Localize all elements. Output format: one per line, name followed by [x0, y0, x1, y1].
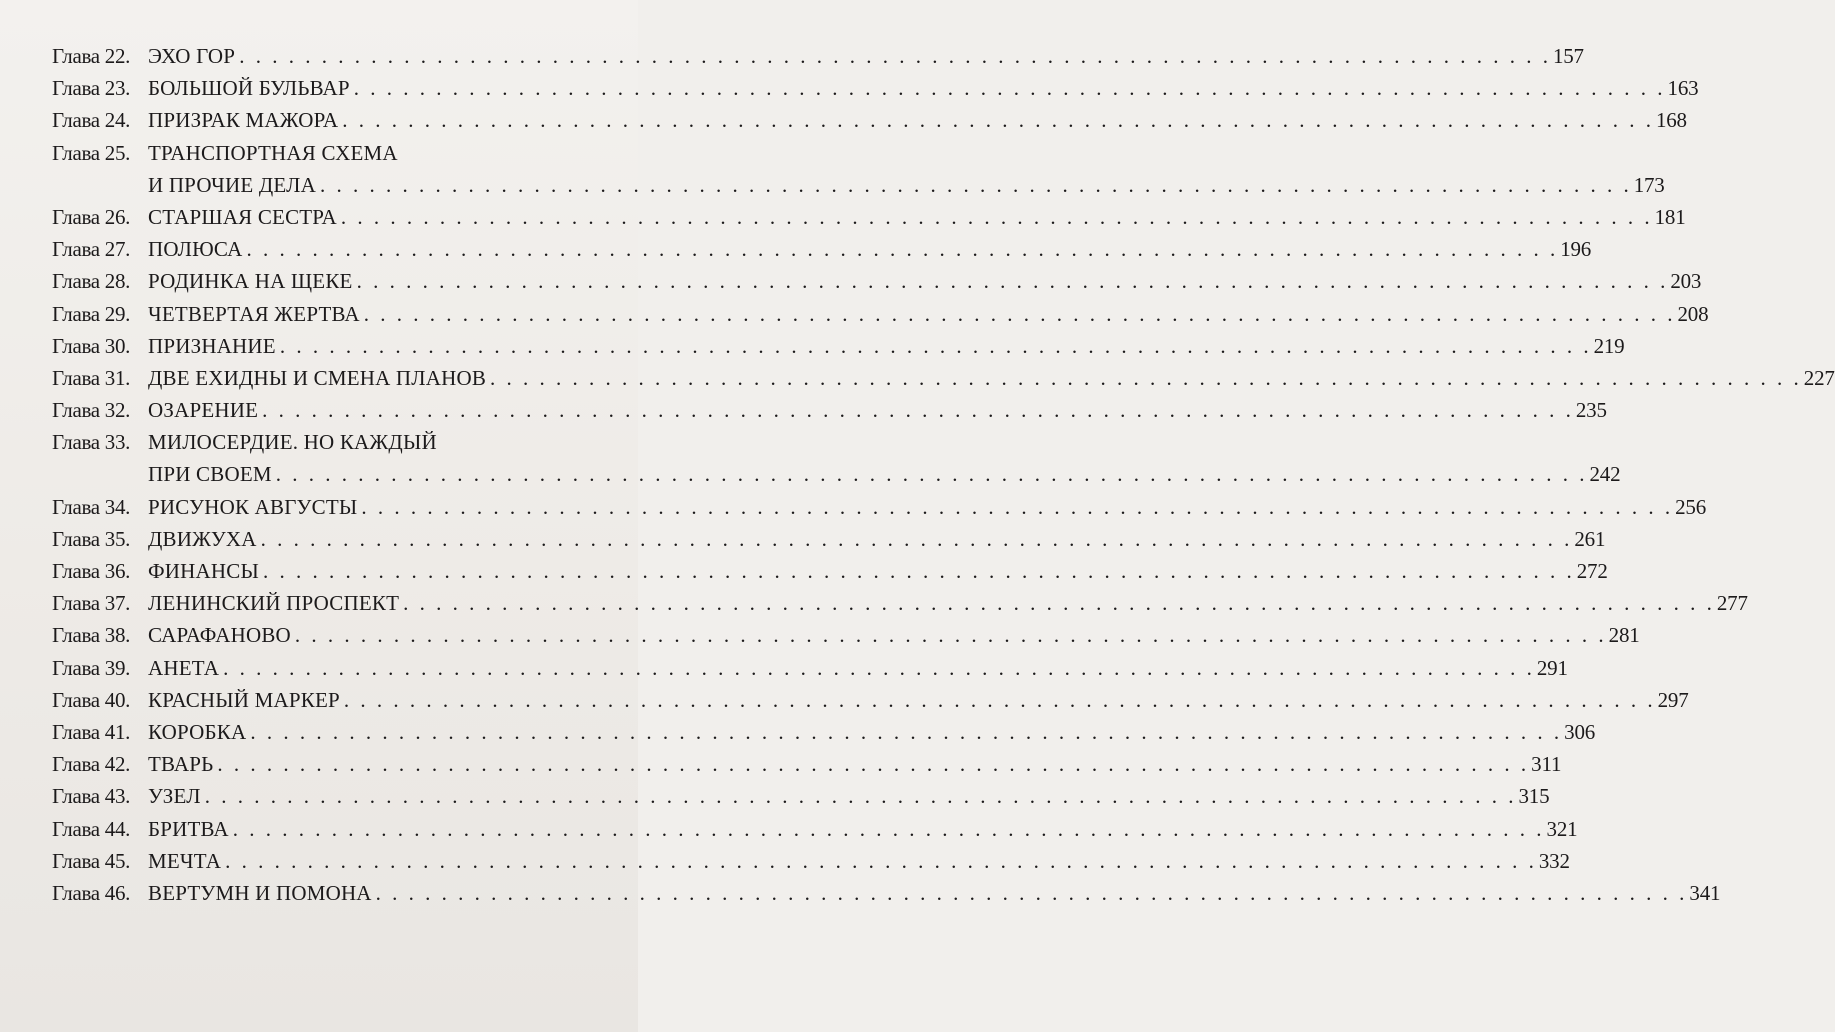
- chapter-title: КРАСНЫЙ МАРКЕР: [148, 687, 340, 712]
- chapter-number: Глава 33.: [52, 430, 131, 455]
- chapter-number: Глава 36.: [52, 559, 131, 584]
- page-number: 332: [1538, 848, 1570, 873]
- chapter-number: Глава 44.: [52, 816, 131, 841]
- page-number: 168: [1655, 108, 1687, 133]
- dot-leader: . . . . . . . . . . . . . . . . . . . . . . . . . . . . . . . . . . . . . . . . . . . . . . . . . . . . . . . . . . . . . . . . . . . . . . . . . . . . . . . .: [356, 269, 1669, 294]
- chapter-title: ПРИЗРАК МАЖОРА: [148, 108, 339, 133]
- toc-entry: [0, 298, 1709, 330]
- chapter-number: Глава 45.: [52, 848, 131, 873]
- page-number: 235: [1575, 398, 1607, 423]
- chapter-number: Глава 40.: [52, 687, 131, 712]
- page-number: 341: [1689, 880, 1721, 905]
- page-number: 321: [1546, 816, 1578, 841]
- chapter-number: Глава 29.: [52, 301, 131, 326]
- dot-leader: . . . . . . . . . . . . . . . . . . . . . . . . . . . . . . . . . . . . . . . . . . . . . . . . . . . . . . . . . . . . . . . . . . . . . . . . . . . . . . . .: [223, 655, 1535, 680]
- toc-entry: [0, 104, 1687, 136]
- dot-leader: . . . . . . . . . . . . . . . . . . . . . . . . . . . . . . . . . . . . . . . . . . . . . . . . . . . . . . . . . . . . . . . . . . . . . . . . . . . . . . . .: [262, 398, 1574, 423]
- page-number: 181: [1654, 204, 1686, 229]
- dot-leader: . . . . . . . . . . . . . . . . . . . . . . . . . . . . . . . . . . . . . . . . . . . . . . . . . . . . . . . . . . . . . . . . . . . . . . . . . . . . . . . .: [279, 333, 1592, 358]
- dot-leader: . . . . . . . . . . . . . . . . . . . . . . . . . . . . . . . . . . . . . . . . . . . . . . . . . . . . . . . . . . . . . . . . . . . . . . . . . . . . . . . .: [262, 559, 1575, 584]
- toc-entry: [0, 40, 1584, 72]
- chapter-number: Глава 42.: [52, 752, 131, 777]
- page-number: 311: [1531, 752, 1562, 777]
- chapter-number: Глава 27.: [52, 237, 131, 262]
- chapter-number: Глава 23.: [52, 76, 131, 101]
- chapter-title: РОДИНКА НА ЩЕКЕ: [148, 269, 353, 294]
- chapter-number: Глава 39.: [52, 655, 131, 680]
- page-number: 196: [1560, 237, 1592, 262]
- chapter-title: ФИНАНСЫ: [148, 559, 259, 584]
- chapter-title: ЧЕТВЕРТАЯ ЖЕРТВА: [148, 301, 360, 326]
- dot-leader: . . . . . . . . . . . . . . . . . . . . . . . . . . . . . . . . . . . . . . . . . . . . . . . . . . . . . . . . . . . . . . . . . . . . . . . . . . . . . . . .: [375, 880, 1688, 905]
- chapter-title: УЗЕЛ: [148, 784, 201, 809]
- chapter-number: Глава 31.: [52, 365, 131, 390]
- toc-entry: [0, 587, 1748, 619]
- dot-leader: . . . . . . . . . . . . . . . . . . . . . . . . . . . . . . . . . . . . . . . . . . . . . . . . . . . . . . . . . . . . . . . . . . . . . . . . . . . . . . . .: [246, 237, 1559, 262]
- chapter-title-line: [148, 494, 1707, 519]
- dot-leader: . . . . . . . . . . . . . . . . . . . . . . . . . . . . . . . . . . . . . . . . . . . . . . . . . . . . . . . . . . . . . . . . . . . . . . . . . . . . . . . .: [294, 623, 1607, 648]
- toc-entry: [0, 684, 1689, 716]
- page-number: 219: [1593, 333, 1625, 358]
- chapter-title-continuation: [148, 462, 1621, 487]
- dot-leader: . . . . . . . . . . . . . . . . . . . . . . . . . . . . . . . . . . . . . . . . . . . . . . . . . . . . . . . . . . . . . . . . . . . . . . . . . . . . . . . .: [204, 784, 1517, 809]
- dot-leader: . . . . . . . . . . . . . . . . . . . . . . . . . . . . . . . . . . . . . . . . . . . . . . . . . . . . . . . . . . . . . . . . . . . . . . . . . . . . . . . .: [239, 44, 1551, 68]
- dot-leader: . . . . . . . . . . . . . . . . . . . . . . . . . . . . . . . . . . . . . . . . . . . . . . . . . . . . . . . . . . . . . . . . . . . . . . . . . . . . . . . .: [403, 591, 1715, 616]
- chapter-title-line: [148, 591, 1748, 616]
- chapter-title: ПРИЗНАНИЕ: [148, 333, 276, 358]
- chapter-title-line: [148, 141, 597, 165]
- chapter-title-line: [148, 752, 1562, 777]
- chapter-number: Глава 38.: [52, 623, 131, 648]
- dot-leader: . . . . . . . . . . . . . . . . . . . . . . . . . . . . . . . . . . . . . . . . . . . . . . . . . . . . . . . . . . . . . . . . . . . . . . . . . . . . . . . .: [343, 687, 1656, 712]
- chapter-title: РИСУНОК АВГУСТЫ: [148, 494, 358, 519]
- chapter-number: Глава 34.: [52, 494, 131, 519]
- chapter-number: Глава 25.: [52, 140, 131, 165]
- chapter-title-continuation: [148, 172, 1665, 197]
- toc-entry: [0, 877, 1721, 909]
- dot-leader: . . . . . . . . . . . . . . . . . . . . . . . . . . . . . . . . . . . . . . . . . . . . . . . . . . . . . . . . . . . . . . . . . . . . . . . . . . . . . . . .: [260, 526, 1573, 551]
- chapter-title-line: [148, 301, 1709, 326]
- page-number: 256: [1675, 494, 1707, 519]
- chapter-title-line: [148, 687, 1689, 712]
- chapter-title: И ПРОЧИЕ ДЕЛА: [148, 172, 316, 197]
- chapter-title: ВЕРТУМН И ПОМОНА: [148, 880, 372, 905]
- chapter-title-line: [148, 719, 1596, 744]
- chapter-title: СТАРШАЯ СЕСТРА: [148, 204, 337, 229]
- chapter-title-line: [148, 880, 1721, 905]
- chapter-title-line: [148, 76, 1699, 101]
- chapter-title: КОРОБКА: [148, 719, 247, 744]
- chapter-title-line: [148, 365, 1835, 390]
- chapter-title-line: [148, 526, 1606, 551]
- dot-leader: . . . . . . . . . . . . . . . . . . . . . . . . . . . . . . . . . . . . . . . . . . . . . . . . . . . . . . . . . . . . . . . . . . . . . . . . . . . . . . . .: [361, 494, 1674, 519]
- chapter-title-line: [148, 237, 1592, 262]
- page-number: 173: [1633, 172, 1665, 197]
- toc-entry: [0, 426, 1621, 490]
- toc-entry: [0, 362, 1835, 394]
- chapter-title: ДВЕ ЕХИДНЫ И СМЕНА ПЛАНОВ: [148, 365, 487, 390]
- chapter-number: Глава 32.: [52, 398, 131, 423]
- page-number: 261: [1574, 526, 1606, 551]
- page-number: 277: [1716, 591, 1748, 616]
- chapter-title: ТРАНСПОРТНАЯ СХЕМА: [148, 140, 398, 165]
- chapter-title-line: [148, 816, 1578, 841]
- chapter-title: БРИТВА: [148, 816, 229, 841]
- page-number: 291: [1536, 655, 1568, 680]
- chapter-title: ПОЛЮСА: [148, 237, 243, 262]
- chapter-title: ЛЕНИНСКИЙ ПРОСПЕКТ: [148, 591, 400, 616]
- chapter-title-line: [148, 269, 1702, 294]
- dot-leader: . . . . . . . . . . . . . . . . . . . . . . . . . . . . . . . . . . . . . . . . . . . . . . . . . . . . . . . . . . . . . . . . . . . . . . . . . . . . . . . .: [250, 719, 1563, 744]
- chapter-title-line: [148, 848, 1570, 873]
- chapter-number: Глава 22.: [52, 44, 131, 68]
- toc-entry: [0, 394, 1607, 426]
- dot-leader: . . . . . . . . . . . . . . . . . . . . . . . . . . . . . . . . . . . . . . . . . . . . . . . . . . . . . . . . . . . . . . . . . . . . . . . . . . . . . . . .: [275, 462, 1588, 487]
- toc-entry: [0, 265, 1702, 297]
- toc-entry: [0, 137, 1665, 201]
- chapter-title-line: [148, 655, 1568, 680]
- chapter-number: Глава 37.: [52, 591, 131, 616]
- chapter-title: ПРИ СВОЕМ: [148, 462, 272, 487]
- toc-entry: [0, 780, 1550, 812]
- toc-entry: [0, 716, 1596, 748]
- chapter-title-line: [148, 204, 1686, 229]
- dot-leader: . . . . . . . . . . . . . . . . . . . . . . . . . . . . . . . . . . . . . . . . . . . . . . . . . . . . . . . . . . . . . . . . . . . . . . . . . . . . . . . .: [225, 848, 1537, 873]
- chapter-number: Глава 26.: [52, 204, 131, 229]
- chapter-title: ТВАРЬ: [148, 752, 214, 777]
- chapter-title: АНЕТА: [148, 655, 220, 680]
- dot-leader: . . . . . . . . . . . . . . . . . . . . . . . . . . . . . . . . . . . . . . . . . . . . . . . . . . . . . . . . . . . . . . . . . . . . . . . . . . . . . . . .: [232, 816, 1545, 841]
- toc-entry: [0, 72, 1699, 104]
- page-number: 297: [1657, 687, 1689, 712]
- toc-entry: [0, 201, 1686, 233]
- chapter-title-line: [148, 623, 1640, 648]
- chapter-title: ЭХО ГОР: [148, 44, 236, 68]
- page-number: 306: [1564, 719, 1596, 744]
- page-number: 203: [1670, 269, 1702, 294]
- chapter-title-line: [148, 430, 597, 454]
- table-of-contents: [0, 40, 1835, 909]
- toc-entry: [0, 523, 1606, 555]
- chapter-title-line: [148, 333, 1625, 358]
- page-number: 242: [1589, 462, 1621, 487]
- chapter-title-line: [148, 398, 1607, 423]
- toc-entry: [0, 845, 1570, 877]
- page-number: 281: [1608, 623, 1640, 648]
- toc-entry: [0, 619, 1640, 651]
- chapter-number: Глава 24.: [52, 108, 131, 133]
- chapter-title: ОЗАРЕНИЕ: [148, 398, 259, 423]
- chapter-title: САРАФАНОВО: [148, 623, 291, 648]
- chapter-title-line: [148, 44, 1584, 68]
- toc-entry: [0, 491, 1707, 523]
- page-number: 272: [1576, 559, 1608, 584]
- chapter-number: Глава 28.: [52, 269, 131, 294]
- chapter-number: Глава 35.: [52, 526, 131, 551]
- chapter-number: Глава 43.: [52, 784, 131, 809]
- page-number: 208: [1677, 301, 1709, 326]
- page-number: 157: [1552, 44, 1584, 68]
- toc-entry: [0, 555, 1608, 587]
- chapter-number: Глава 41.: [52, 719, 131, 744]
- toc-entry: [0, 813, 1578, 845]
- dot-leader: . . . . . . . . . . . . . . . . . . . . . . . . . . . . . . . . . . . . . . . . . . . . . . . . . . . . . . . . . . . . . . . . . . . . . . . . . . . . . . . .: [217, 752, 1530, 777]
- chapter-title: МИЛОСЕРДИЕ. НО КАЖДЫЙ: [148, 430, 437, 455]
- chapter-title-line: [148, 784, 1550, 809]
- dot-leader: . . . . . . . . . . . . . . . . . . . . . . . . . . . . . . . . . . . . . . . . . . . . . . . . . . . . . . . . . . . . . . . . . . . . . . . . . . . . . . . .: [340, 204, 1653, 229]
- page-number: 163: [1667, 76, 1699, 101]
- dot-leader: . . . . . . . . . . . . . . . . . . . . . . . . . . . . . . . . . . . . . . . . . . . . . . . . . . . . . . . . . . . . . . . . . . . . . . . . . . . . . . . .: [319, 172, 1632, 197]
- chapter-title-line: [148, 559, 1608, 584]
- chapter-title: ДВИЖУХА: [148, 526, 257, 551]
- chapter-title-line: [148, 108, 1687, 133]
- dot-leader: . . . . . . . . . . . . . . . . . . . . . . . . . . . . . . . . . . . . . . . . . . . . . . . . . . . . . . . . . . . . . . . . . . . . . . . . . . . . . . . .: [353, 76, 1666, 101]
- dot-leader: . . . . . . . . . . . . . . . . . . . . . . . . . . . . . . . . . . . . . . . . . . . . . . . . . . . . . . . . . . . . . . . . . . . . . . . . . . . . . . . .: [490, 365, 1802, 390]
- chapter-number: Глава 30.: [52, 333, 131, 358]
- toc-entry: [0, 652, 1568, 684]
- dot-leader: . . . . . . . . . . . . . . . . . . . . . . . . . . . . . . . . . . . . . . . . . . . . . . . . . . . . . . . . . . . . . . . . . . . . . . . . . . . . . . . .: [363, 301, 1676, 326]
- page-number: 315: [1518, 784, 1550, 809]
- chapter-title: БОЛЬШОЙ БУЛЬВАР: [148, 76, 350, 101]
- toc-entry: [0, 748, 1562, 780]
- chapter-title: МЕЧТА: [148, 848, 222, 873]
- toc-entry: [0, 233, 1592, 265]
- toc-entry: [0, 330, 1625, 362]
- page-number: 227: [1803, 365, 1835, 390]
- dot-leader: . . . . . . . . . . . . . . . . . . . . . . . . . . . . . . . . . . . . . . . . . . . . . . . . . . . . . . . . . . . . . . . . . . . . . . . . . . . . . . . .: [342, 108, 1654, 133]
- chapter-number: Глава 46.: [52, 880, 131, 905]
